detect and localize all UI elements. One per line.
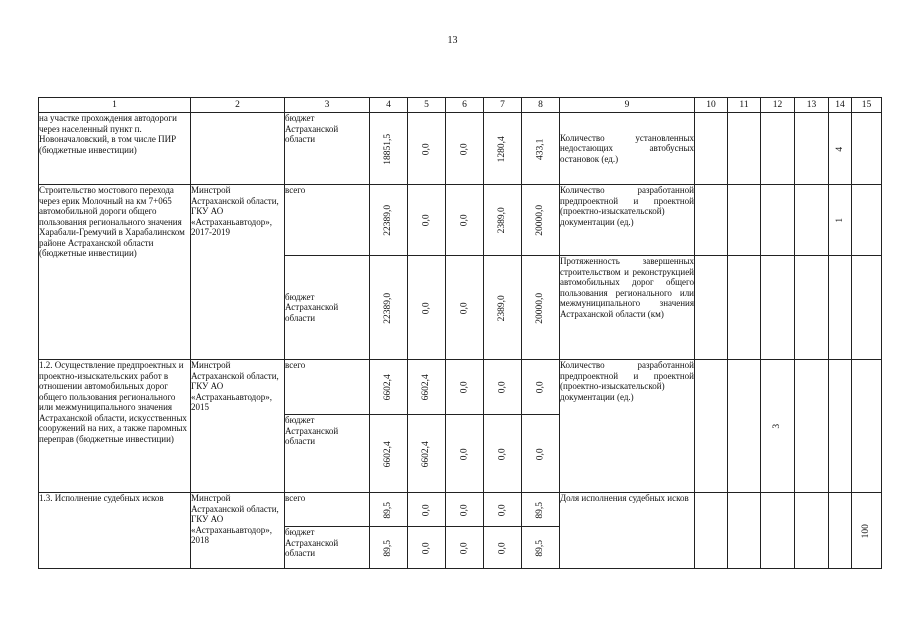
empty-cell xyxy=(695,360,728,493)
header-col-12: 12 xyxy=(761,98,795,113)
funding-source: бюджет Астраханской области xyxy=(285,256,370,360)
value-cell: 0,0 xyxy=(408,256,446,360)
empty-cell xyxy=(761,113,795,185)
value-cell: 0,0 xyxy=(446,527,484,569)
header-col-15: 15 xyxy=(852,98,882,113)
table-row xyxy=(39,493,882,527)
empty-cell xyxy=(728,113,761,185)
value-cell: 0,0 xyxy=(446,360,484,415)
value-cell: 0,0 xyxy=(446,493,484,527)
empty-cell xyxy=(795,256,829,360)
value-cell: 0,0 xyxy=(408,113,446,185)
item-description: на участке прохождения автодороги через населенный пункт п. Новоначаловский, в том числе ПИР (бюджетные инвестиции) xyxy=(39,113,191,185)
value-cell: 20000,0 xyxy=(522,256,560,360)
indicator-value: 3 xyxy=(761,360,795,493)
empty-cell xyxy=(829,360,852,493)
budget-table xyxy=(38,97,882,569)
empty-cell xyxy=(852,256,882,360)
value-cell: 0,0 xyxy=(484,493,522,527)
value-cell: 18851,5 xyxy=(370,113,408,185)
empty-cell xyxy=(829,256,852,360)
empty-cell xyxy=(852,113,882,185)
item-description: 1.3. Исполнение судебных исков xyxy=(39,493,191,569)
funding-source: всего xyxy=(285,493,370,527)
empty-cell xyxy=(728,185,761,256)
table-row xyxy=(39,360,882,415)
funding-source: бюджет Астраханской области xyxy=(285,113,370,185)
page-number: 13 xyxy=(447,35,458,46)
indicator-text: Количество разработанной предпроектной и проектной (проектно-изыскательской) документации (ед.) xyxy=(560,360,695,493)
table-row xyxy=(39,185,882,256)
empty-cell xyxy=(695,113,728,185)
indicator-text: Протяженность завершенных строительством и реконструкцией автомобильных дорог общего пользования регионального или межмуниципального значения Астраханской области (км) xyxy=(560,256,695,360)
header-col-2: 2 xyxy=(191,98,285,113)
responsible-cell xyxy=(191,113,285,185)
header-col-11: 11 xyxy=(728,98,761,113)
value-cell: 89,5 xyxy=(522,527,560,569)
value-cell: 6602,4 xyxy=(408,360,446,415)
indicator-text: Доля исполнения судебных исков xyxy=(560,493,695,569)
responsible-cell: Минстрой Астраханской области, ГКУ АО «Астраханьавтодор», 2018 xyxy=(191,493,285,569)
value-cell: 89,5 xyxy=(522,493,560,527)
empty-cell xyxy=(695,256,728,360)
value-cell: 2389,0 xyxy=(484,185,522,256)
header-col-14: 14 xyxy=(829,98,852,113)
empty-cell xyxy=(829,493,852,569)
responsible-cell: Минстрой Астраханской области, ГКУ АО «Астраханьавтодор», 2015 xyxy=(191,360,285,493)
value-cell: 0,0 xyxy=(408,493,446,527)
header-col-3: 3 xyxy=(285,98,370,113)
value-cell: 0,0 xyxy=(446,256,484,360)
empty-cell xyxy=(695,493,728,569)
empty-cell xyxy=(852,360,882,493)
empty-cell xyxy=(728,493,761,569)
header-col-13: 13 xyxy=(795,98,829,113)
funding-source: бюджет Астраханской области xyxy=(285,527,370,569)
value-cell: 6602,4 xyxy=(408,415,446,493)
header-col-1: 1 xyxy=(39,98,191,113)
item-description: 1.2. Осуществление предпроектных и проектно-изыскательских работ в отношении автомобильных дорог общего пользования регионального или межмуниципального значения Астраханской области, искусственных сооружений на них, а также паромных переправ (бюджетные инвестиции) xyxy=(39,360,191,493)
indicator-value: 100 xyxy=(852,493,882,569)
funding-source: всего xyxy=(285,360,370,415)
empty-cell xyxy=(795,113,829,185)
value-cell: 0,0 xyxy=(522,415,560,493)
table-row xyxy=(39,113,882,185)
value-cell: 89,5 xyxy=(370,527,408,569)
value-cell: 0,0 xyxy=(446,113,484,185)
value-cell: 6602,4 xyxy=(370,360,408,415)
empty-cell xyxy=(761,256,795,360)
value-cell: 22389,0 xyxy=(370,185,408,256)
value-cell: 6602,4 xyxy=(370,415,408,493)
header-col-10: 10 xyxy=(695,98,728,113)
header-col-9: 9 xyxy=(560,98,695,113)
empty-cell xyxy=(795,360,829,493)
value-cell: 0,0 xyxy=(522,360,560,415)
value-cell: 22389,0 xyxy=(370,256,408,360)
value-cell: 20000,0 xyxy=(522,185,560,256)
value-cell: 0,0 xyxy=(408,527,446,569)
value-cell: 0,0 xyxy=(484,527,522,569)
header-col-5: 5 xyxy=(408,98,446,113)
funding-source: всего xyxy=(285,185,370,256)
funding-source: бюджет Астраханской области xyxy=(285,415,370,493)
indicator-text: Количество установленных недостающих автобусных остановок (ед.) xyxy=(560,113,695,185)
value-cell: 0,0 xyxy=(408,185,446,256)
indicator-text: Количество разработанной предпроектной и проектной (проектно-изыскательской) документации (ед.) xyxy=(560,185,695,256)
empty-cell xyxy=(795,185,829,256)
empty-cell xyxy=(695,185,728,256)
indicator-value: 4 xyxy=(829,113,852,185)
value-cell: 0,0 xyxy=(446,185,484,256)
value-cell: 1280,4 xyxy=(484,113,522,185)
header-row xyxy=(39,98,882,113)
indicator-value: 1 xyxy=(829,185,852,256)
empty-cell xyxy=(728,360,761,493)
item-description: Строительство мостового перехода через ерик Молочный на км 7+065 автомобильной дороги общего пользования регионального значения Харабали-Гремучий в Харабалинском районе Астраханской области (бюджетные инвестиции) xyxy=(39,185,191,360)
value-cell: 0,0 xyxy=(484,360,522,415)
empty-cell xyxy=(761,493,795,569)
header-col-8: 8 xyxy=(522,98,560,113)
empty-cell xyxy=(761,185,795,256)
value-cell: 0,0 xyxy=(446,415,484,493)
value-cell: 0,0 xyxy=(484,415,522,493)
responsible-cell: Минстрой Астраханской области, ГКУ АО «Астраханьавтодор», 2017-2019 xyxy=(191,185,285,360)
value-cell: 2389,0 xyxy=(484,256,522,360)
value-cell: 433,1 xyxy=(522,113,560,185)
header-col-7: 7 xyxy=(484,98,522,113)
empty-cell xyxy=(852,185,882,256)
header-col-4: 4 xyxy=(370,98,408,113)
header-col-6: 6 xyxy=(446,98,484,113)
empty-cell xyxy=(795,493,829,569)
value-cell: 89,5 xyxy=(370,493,408,527)
empty-cell xyxy=(728,256,761,360)
